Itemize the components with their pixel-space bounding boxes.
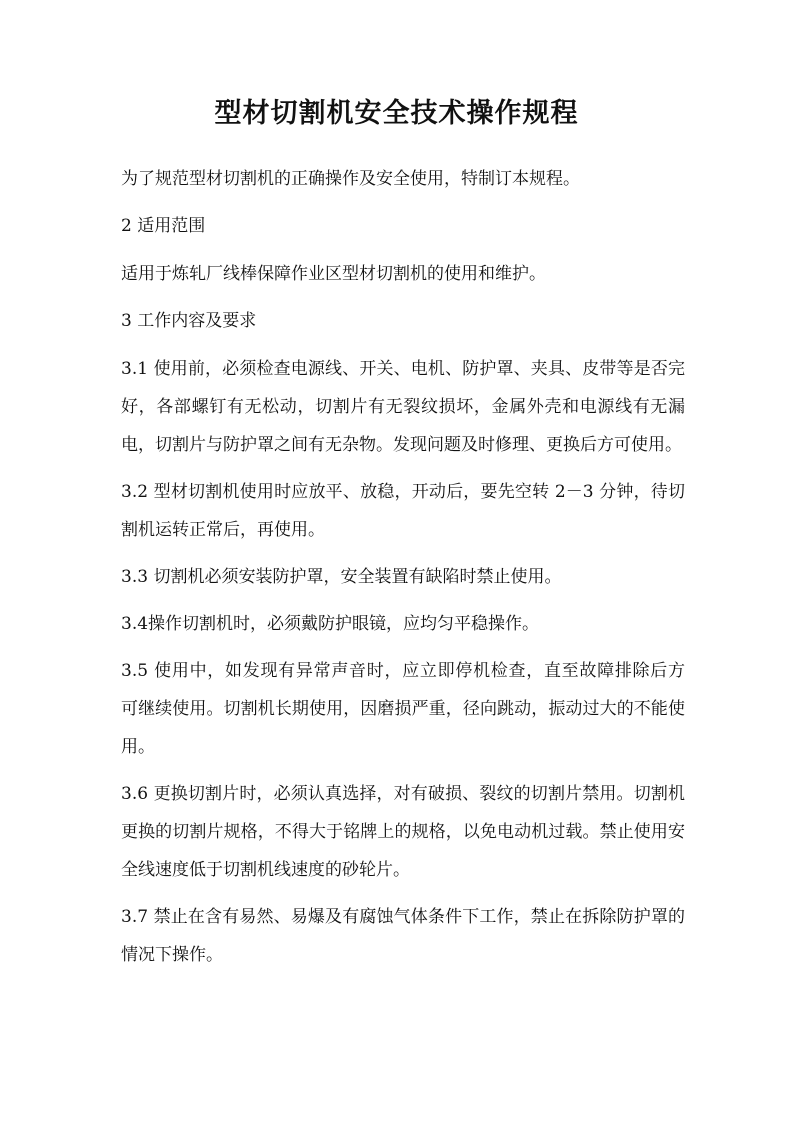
- document-body: [115, 160, 685, 983]
- clause-3-3: 3.3 切割机必须安装防护罩，安全装置有缺陷时禁止使用。: [121, 567, 562, 587]
- clause-3-5: 3.5 使用中，如发现有异常声音时，应立即停机检查，直至故障排除后方 可继续使用。切割机长期使用，因磨损严重，径向跳动，振动过大的不能使用。: [121, 661, 685, 757]
- clause-3-4: 3.4操作切割机时，必须戴防护眼镜，应均匀平稳操作。: [121, 614, 540, 634]
- intro-paragraph: 为了规范型材切割机的正确操作及安全使用，特制订本规程。: [121, 169, 580, 189]
- clause-3-7: 3.7 禁止在含有易然、易爆及有腐蚀气体条件下工作，禁止在拆除防护罩的情况下操作。: [121, 907, 685, 965]
- clause-3-1: 3.1 使用前，必须检查电源线、开关、电机、防护罩、夹具、皮带等是否完好，各部螺钉有无松动，切割片有无裂纹损坏，金属外壳和电源线有无漏电，切割片与防护罩之间有无杂物。发现问题及时修理、更换后方可使用。: [121, 359, 685, 455]
- document-title: 型材切割机安全技术操作规程: [214, 98, 579, 129]
- section-heading-scope: 2 适用范围: [121, 216, 206, 236]
- section-heading-requirements: 3 工作内容及要求: [121, 311, 257, 331]
- clause-3-6: 3.6 更换切割片时，必须认真选择，对有破损、裂纹的切割片禁用。切割机更换的切割片规格，不得大于铭牌上的规格，以免电动机过载。禁止使用安全线速度低于切割机线速度的砂轮片。: [121, 784, 685, 880]
- scope-paragraph: 适用于炼轧厂线棒保障作业区型材切割机的使用和维护。: [121, 264, 546, 284]
- clause-3-2: 3.2 型材切割机使用时应放平、放稳，开动后，要先空转 2－3 分钟，待切割机运转正常后，再使用。: [121, 482, 685, 540]
